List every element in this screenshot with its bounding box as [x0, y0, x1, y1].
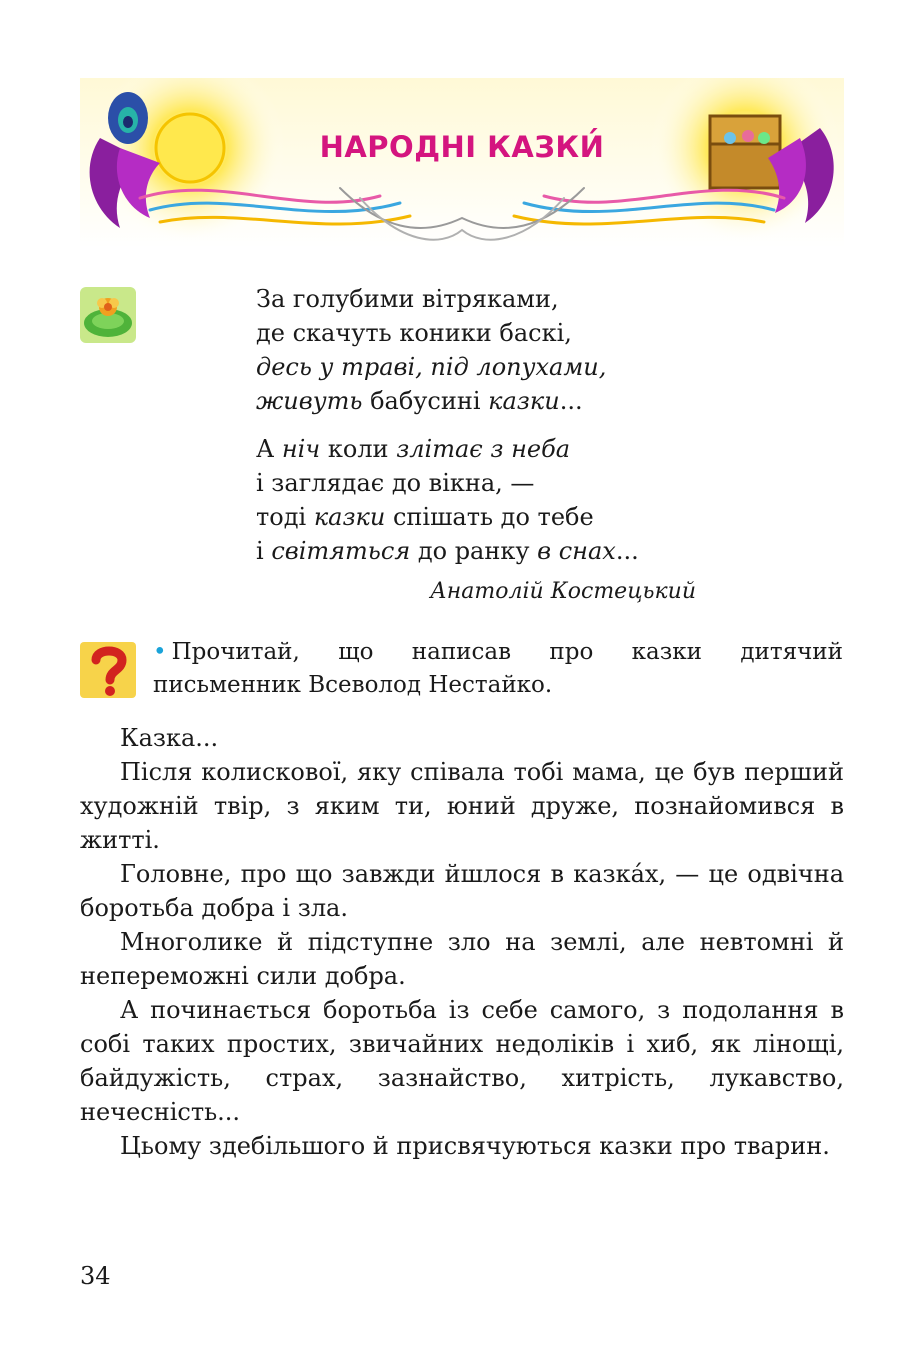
- paragraph: Многолике й підступне зло на землі, але невтомні й непереможні сили добра.: [80, 928, 844, 990]
- poem-line: тоді казки спішать до тебе: [256, 503, 594, 531]
- task-line-1: • Прочитай, що написав про казки дитячий: [153, 639, 843, 665]
- poem-line: А ніч коли злітає з неба: [256, 435, 571, 463]
- poem-author: Анатолій Костецький: [430, 579, 696, 604]
- poem-stanza-2: [256, 432, 639, 568]
- question-mark-icon: [80, 642, 136, 698]
- flower-on-leaf-icon: [80, 287, 136, 343]
- bullet-icon: •: [153, 639, 167, 665]
- poem-line: За голубими вітряками,: [256, 285, 559, 313]
- poem-line: десь у траві, під лопухами,: [256, 353, 607, 381]
- section-title: НАРОДНІ КАЗКИ́: [319, 130, 605, 164]
- header-banner: [80, 78, 844, 248]
- paragraph: А починається боротьба із себе самого, з подолання в собі таких простих, звичайних недоліків і хиб, як лінощі, байдужість, страх, зазнайство, хитрість, лукавство, нечесність...: [80, 996, 844, 1126]
- paragraph: Цьому здебільшого й присвячуються казки про тварин.: [120, 1132, 830, 1160]
- task-line-2: письменник Всеволод Нестайко.: [153, 672, 553, 698]
- poem-line: і заглядає до вікна, —: [256, 469, 535, 497]
- body-text: [80, 721, 844, 1163]
- poem-stanza-1: [256, 282, 639, 418]
- paragraph: Казка...: [120, 724, 219, 752]
- poem-line: живуть бабусині казки...: [256, 387, 583, 415]
- poem-line: і світяться до ранку в снах...: [256, 537, 639, 565]
- task-instruction: [153, 636, 843, 702]
- paragraph: Головне, про що завжди йшлося в казка́х, — це одвічна боротьба добра і зла.: [80, 860, 844, 922]
- poem-line: де скачуть коники баскі,: [256, 319, 572, 347]
- poem: [256, 282, 639, 582]
- page-number: 34: [80, 1262, 111, 1290]
- paragraph: Після колискової, яку співала тобі мама, це був перший художній твір, з яким ти, юний друже, познайомився в житті.: [80, 758, 844, 854]
